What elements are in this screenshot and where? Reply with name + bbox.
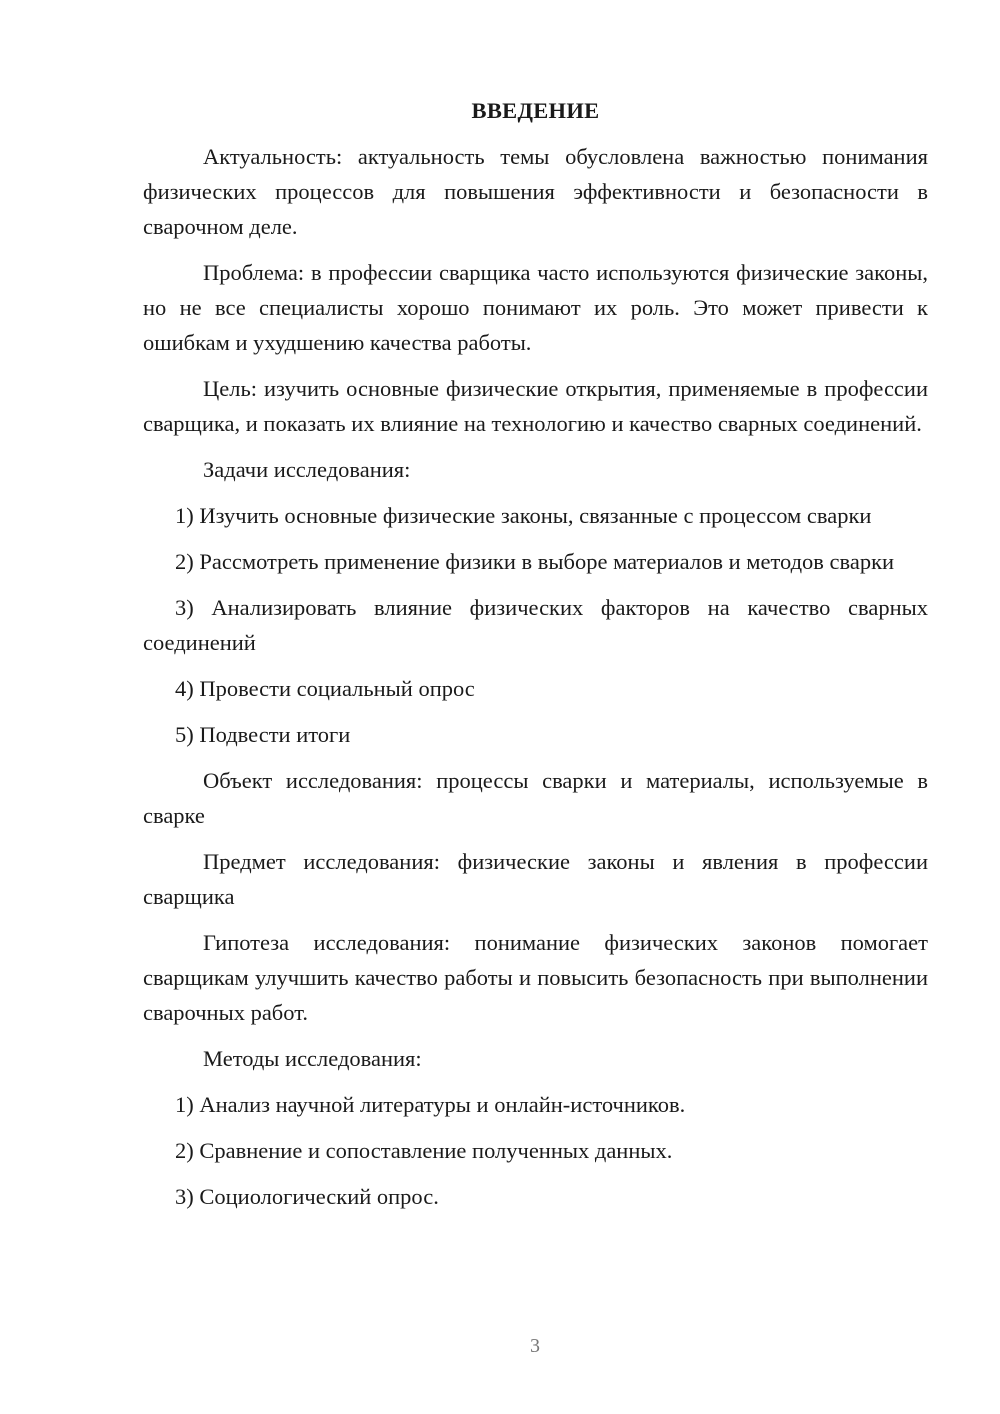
goal-paragraph: Цель: изучить основные физические открытия, применяемые в профессии сварщика, и показать их влияние на технологию и качество сварных соединений. xyxy=(143,376,928,436)
problem-paragraph: Проблема: в профессии сварщика часто используются физические законы, но не все специалисты хорошо понимают их роль. Это может привести к ошибкам и ухудшению качества работы. xyxy=(143,260,928,355)
task-item: 1) Изучить основные физические законы, связанные с процессом сварки xyxy=(175,503,872,528)
task-item: 4) Провести социальный опрос xyxy=(175,676,475,701)
methods-heading: Методы исследования: xyxy=(203,1046,422,1071)
hypothesis-paragraph: Гипотеза исследования: понимание физических законов помогает сварщикам улучшить качество работы и повысить безопасность при выполнении сварочных работ. xyxy=(143,930,928,1025)
method-item: 2) Сравнение и сопоставление полученных данных. xyxy=(175,1138,673,1163)
subject-paragraph: Предмет исследования: физические законы и явления в профессии сварщика xyxy=(143,849,928,909)
task-item: 2) Рассмотреть применение физики в выборе материалов и методов сварки xyxy=(175,549,895,574)
page-number: 3 xyxy=(530,1335,540,1357)
method-item: 3) Социологический опрос. xyxy=(175,1184,439,1209)
object-paragraph: Объект исследования: процессы сварки и материалы, используемые в сварке xyxy=(143,768,928,828)
page-content xyxy=(143,93,928,1225)
relevance-paragraph: Актуальность: актуальность темы обусловлена важностью понимания физических процессов для повышения эффективности и безопасности в сварочном деле. xyxy=(143,144,928,239)
task-item: 3) Анализировать влияние физических факторов на качество сварных соединений xyxy=(143,595,928,655)
task-item: 5) Подвести итоги xyxy=(175,722,351,747)
page-title: ВВЕДЕНИЕ xyxy=(471,98,600,123)
tasks-heading: Задачи исследования: xyxy=(203,457,411,482)
method-item: 1) Анализ научной литературы и онлайн-источников. xyxy=(175,1092,686,1117)
